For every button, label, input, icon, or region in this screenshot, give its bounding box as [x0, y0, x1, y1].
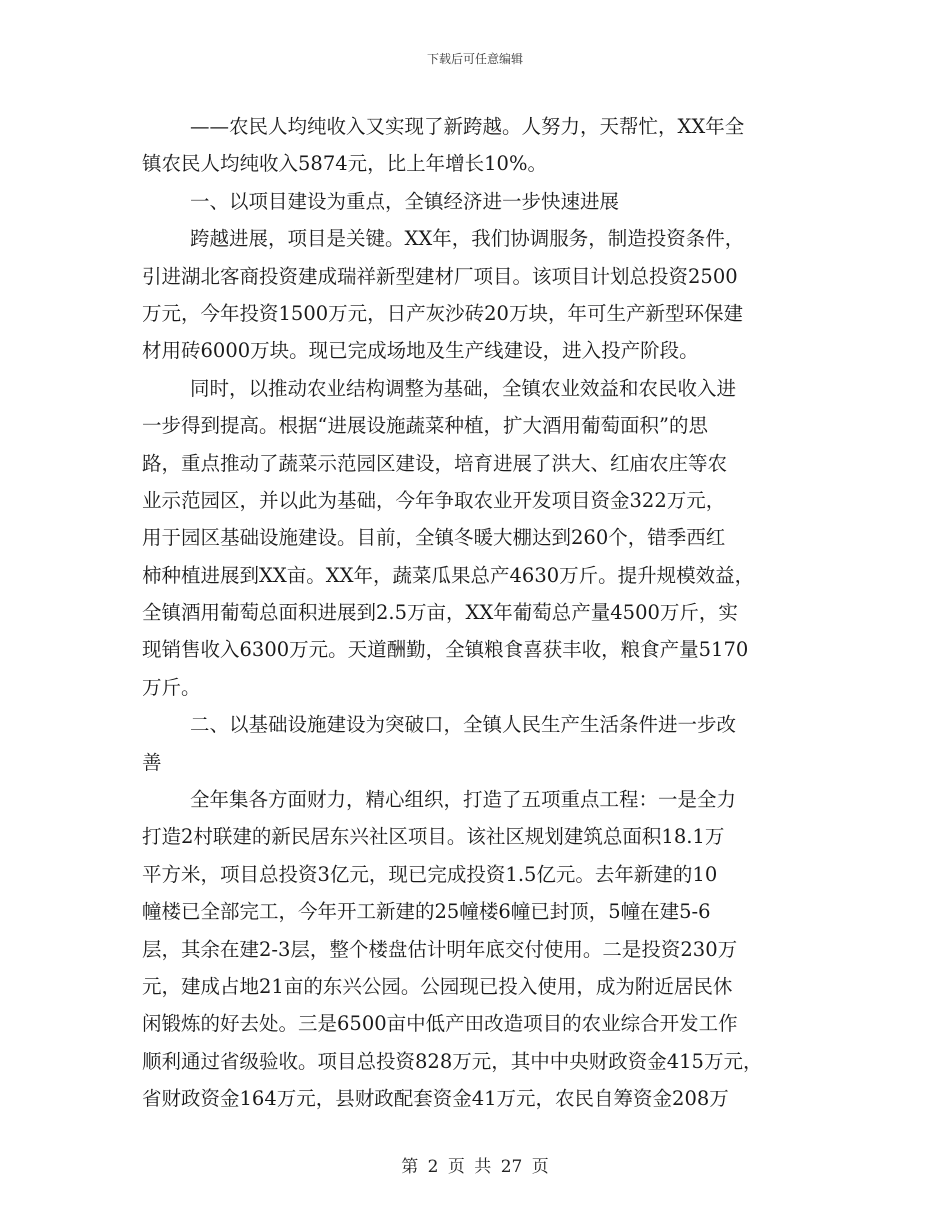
text-line: 材用砖6000万块。现已完成场地及生产线建设，进入投产阶段。 — [142, 339, 699, 363]
page-footer: 第 2 页 共 27 页 — [401, 1157, 549, 1177]
text-line: 一、以项目建设为重点，全镇经济进一步快速进展 — [190, 189, 620, 213]
text-line: 顺利通过省级验收。项目总投资828万元，其中中央财政资金415万元， — [142, 1049, 763, 1073]
text-line: 全镇酒用葡萄总面积进展到2.5万亩，XX年葡萄总产量4500万斤，实 — [142, 601, 738, 625]
text-line: 元，建成占地21亩的东兴公园。公园现已投入使用，成为附近居民休 — [142, 974, 733, 998]
text-line: 打造2村联建的新民居东兴社区项目。该社区规划建筑总面积18.1万 — [142, 825, 725, 849]
text-line: 幢楼已全部完工，今年开工新建的25幢楼6幢已封顶，5幢在建5-6 — [142, 900, 711, 924]
text-line: 跨越进展，项目是关键。XX年，我们协调服务，制造投资条件， — [190, 227, 745, 251]
text-line: 全年集各方面财力，精心组织，打造了五项重点工程：一是全力 — [190, 788, 737, 812]
text-line: 省财政资金164万元，县财政配套资金41万元，农民自筹资金208万 — [142, 1087, 729, 1111]
text-line: 路，重点推动了蔬菜示范园区建设，培育进展了洪大、红庙农庄等农 — [142, 451, 728, 475]
text-line: 二、以基础设施建设为突破口，全镇人民生产生活条件进一步改 — [190, 713, 737, 737]
text-line: 闲锻炼的好去处。三是6500亩中低产田改造项目的农业综合开发工作 — [142, 1012, 738, 1036]
document-body — [142, 108, 814, 1118]
text-line: 柿种植进展到XX亩。XX年，蔬菜瓜果总产4630万斤。提升规模效益， — [142, 563, 755, 587]
text-line: 现销售收入6300万元。天道酬勤，全镇粮食喜获丰收，粮食产量5170 — [142, 638, 749, 662]
text-line: 万元，今年投资1500万元，日产灰沙砖20万块，年可生产新型环保建 — [142, 301, 743, 325]
text-line: 同时，以推动农业结构调整为基础，全镇农业效益和农民收入进 — [190, 376, 737, 400]
text-line: 一步得到提高。根据“进展设施蔬菜种植，扩大酒用葡萄面积”的思 — [142, 414, 708, 438]
text-line: 善 — [142, 750, 162, 774]
text-line: 业示范园区，并以此为基础，今年争取农业开发项目资金322万元， — [142, 488, 726, 512]
text-line: 镇农民人均纯收入5874元，比上年增长10%。 — [142, 152, 547, 176]
page-header: 下载后可任意编辑 — [426, 52, 523, 66]
text-line: 层，其余在建2-3层，整个楼盘估计明年底交付使用。二是投资230万 — [142, 937, 738, 961]
text-line: 用于园区基础设施建设。目前，全镇冬暖大棚达到260个，错季西红 — [142, 526, 726, 550]
text-line: ——农民人均纯收入又实现了新跨越。人努力，天帮忙，XX年全 — [190, 115, 745, 138]
text-line: 引进湖北客商投资建成瑞祥新型建材厂项目。该项目计划总投资2500 — [142, 264, 738, 288]
text-line: 平方米，项目总投资3亿元，现已完成投资1.5亿元。去年新建的10 — [142, 862, 718, 886]
text-line: 万斤。 — [142, 675, 201, 699]
